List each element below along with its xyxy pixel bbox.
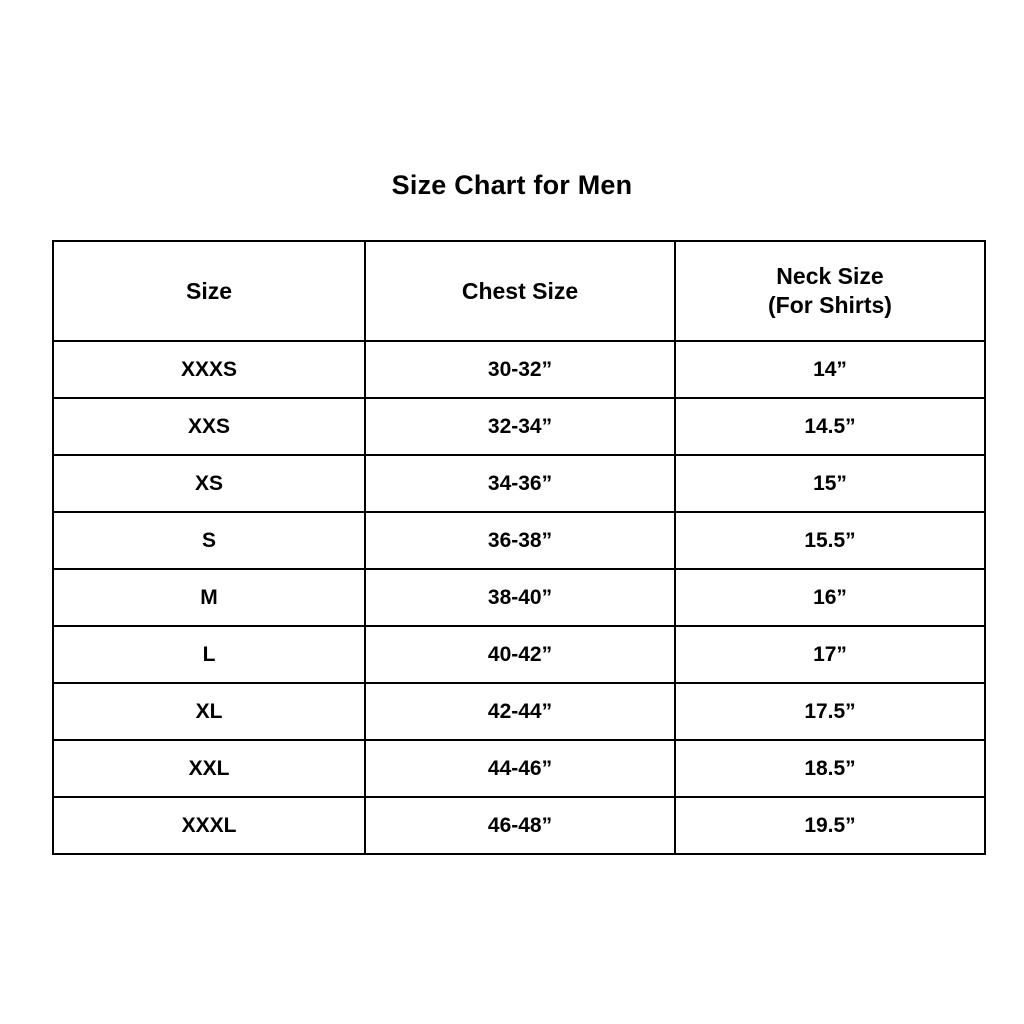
cell-size: XL	[53, 683, 365, 740]
cell-chest: 32-34”	[365, 398, 675, 455]
cell-size: XXXL	[53, 797, 365, 854]
cell-neck: 19.5”	[675, 797, 985, 854]
table-row	[53, 683, 985, 740]
cell-size: XXS	[53, 398, 365, 455]
table-row	[53, 512, 985, 569]
cell-chest: 44-46”	[365, 740, 675, 797]
table-row	[53, 740, 985, 797]
cell-neck: 15.5”	[675, 512, 985, 569]
cell-chest: 46-48”	[365, 797, 675, 854]
cell-chest: 42-44”	[365, 683, 675, 740]
column-header-chest-label: Chest Size	[461, 277, 579, 304]
column-header-neck	[675, 241, 985, 341]
table-row	[53, 569, 985, 626]
cell-size: XS	[53, 455, 365, 512]
cell-chest: 36-38”	[365, 512, 675, 569]
cell-size: L	[53, 626, 365, 683]
cell-neck: 14”	[675, 341, 985, 398]
page-title: Size Chart for Men	[391, 170, 633, 200]
cell-neck: 16”	[675, 569, 985, 626]
column-header-size	[53, 241, 365, 341]
cell-chest: 38-40”	[365, 569, 675, 626]
table-row	[53, 455, 985, 512]
cell-chest: 34-36”	[365, 455, 675, 512]
table-row	[53, 626, 985, 683]
cell-neck: 17”	[675, 626, 985, 683]
table-header-row	[53, 241, 985, 341]
cell-size: S	[53, 512, 365, 569]
size-chart-table	[52, 240, 986, 855]
table-row	[53, 797, 985, 854]
cell-neck: 15”	[675, 455, 985, 512]
column-header-neck-sublabel: (For Shirts)	[768, 292, 892, 318]
table-row	[53, 341, 985, 398]
column-header-size-label: Size	[185, 277, 233, 304]
cell-size: M	[53, 569, 365, 626]
table-row	[53, 398, 985, 455]
cell-chest: 30-32”	[365, 341, 675, 398]
column-header-chest	[365, 241, 675, 341]
cell-neck: 14.5”	[675, 398, 985, 455]
cell-neck: 17.5”	[675, 683, 985, 740]
cell-neck: 18.5”	[675, 740, 985, 797]
column-header-neck-label: Neck Size	[776, 263, 884, 290]
cell-size: XXL	[53, 740, 365, 797]
cell-chest: 40-42”	[365, 626, 675, 683]
cell-size: XXXS	[53, 341, 365, 398]
